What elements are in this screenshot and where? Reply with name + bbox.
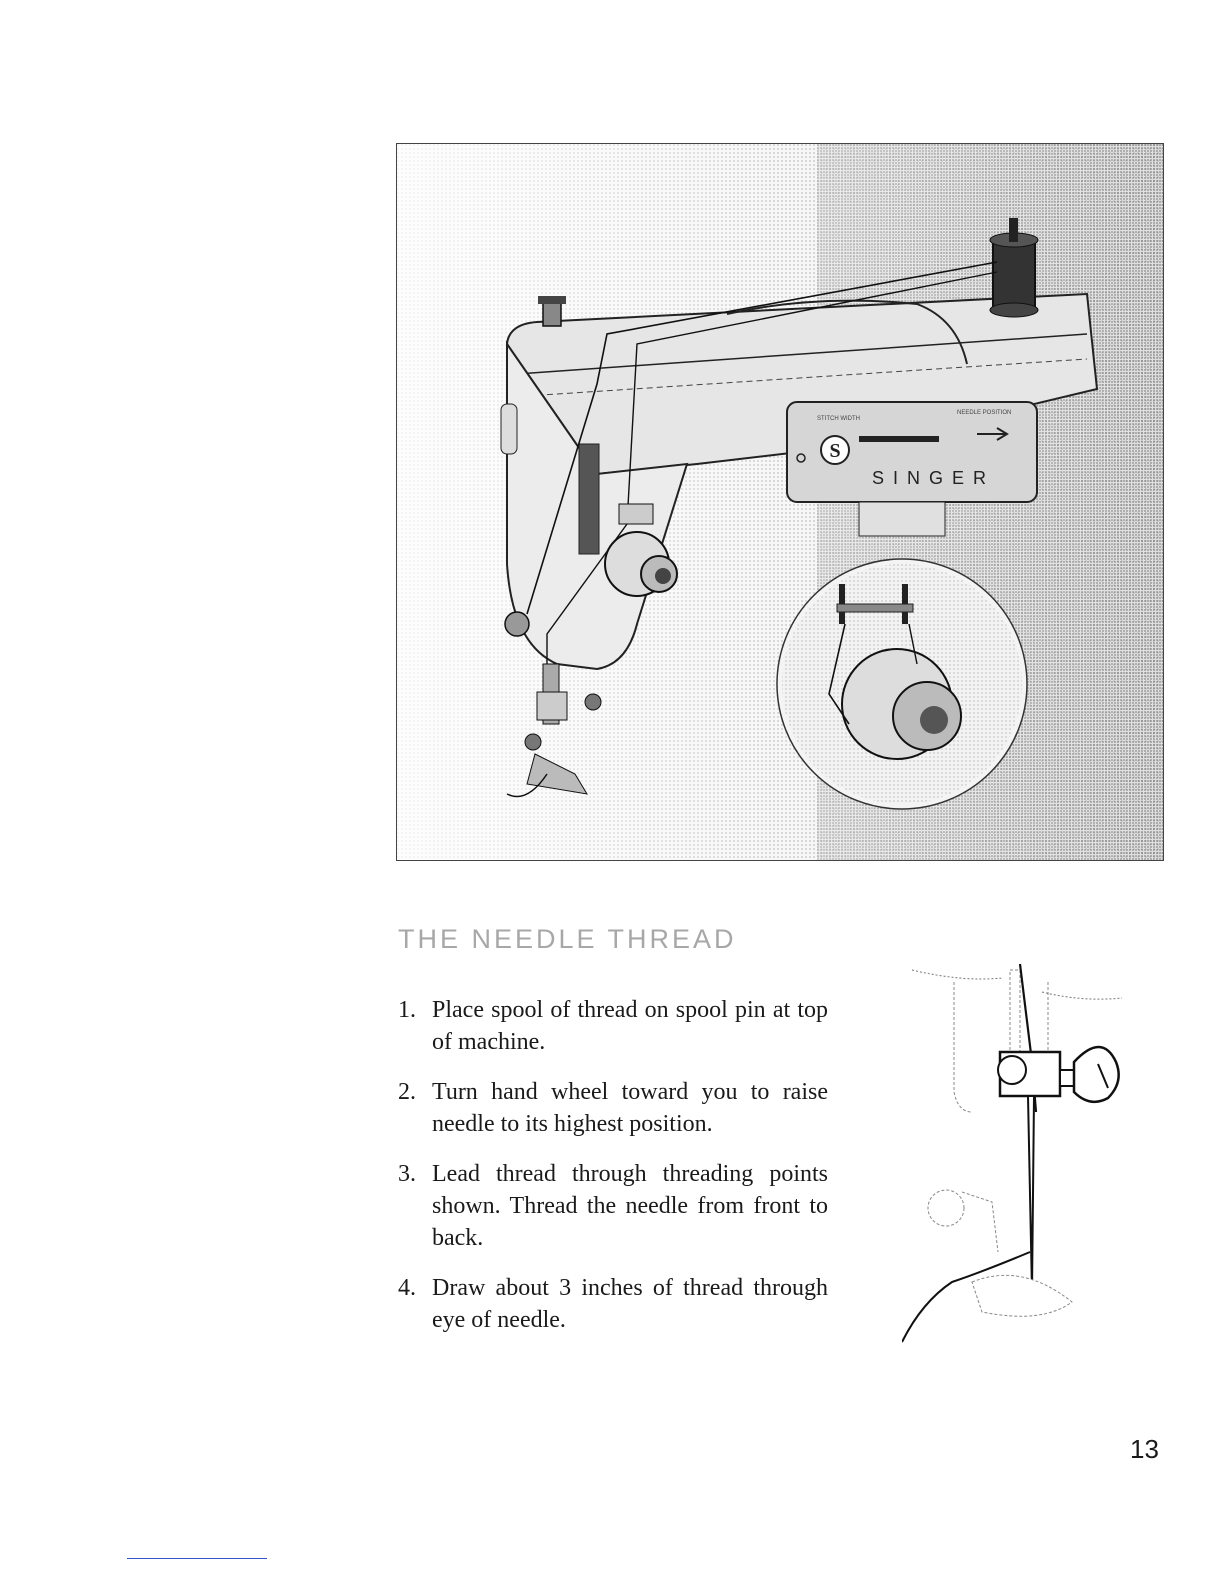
svg-text:NEEDLE POSITION: NEEDLE POSITION <box>957 410 1012 416</box>
footer-rule <box>127 1558 267 1559</box>
presser-foot-screw-icon <box>928 1190 964 1226</box>
instruction-list <box>398 994 828 1354</box>
page-number: 13 <box>1130 1434 1159 1464</box>
clamp-thumb-screw-icon <box>1074 1047 1119 1102</box>
step-text: Turn hand wheel toward you to raise needle to its highest position. <box>432 1079 828 1137</box>
step-number: 4. <box>398 1275 416 1301</box>
step-number: 1. <box>398 997 416 1023</box>
spool-icon <box>993 240 1035 310</box>
svg-text:STITCH WIDTH: STITCH WIDTH <box>817 416 860 422</box>
spool-pin-icon <box>1009 218 1018 242</box>
step-text: Place spool of thread on spool pin at top of machine. <box>432 997 828 1055</box>
instruction-step <box>398 1076 828 1140</box>
step-text: Lead thread through threading points shown. Thread the needle from front to back. <box>432 1161 828 1251</box>
instruction-step <box>398 1158 828 1254</box>
thread-guide-icon <box>505 612 529 636</box>
brand-label: SINGER <box>872 468 996 488</box>
step-text: Draw about 3 inches of thread through eye of needle. <box>432 1275 828 1333</box>
threading-illustration <box>396 143 1164 861</box>
presser-foot-icon <box>972 1275 1072 1316</box>
step-number: 3. <box>398 1161 416 1187</box>
svg-text:S: S <box>829 440 841 462</box>
tension-detail-inset <box>777 559 1027 809</box>
instruction-step <box>398 1272 828 1336</box>
step-number: 2. <box>398 1079 416 1105</box>
needle-icon <box>1028 1096 1034 1292</box>
section-heading: THE NEEDLE THREAD <box>398 924 737 954</box>
take-up-lever-icon <box>501 404 517 454</box>
needle-detail-illustration <box>902 952 1124 1350</box>
instruction-step <box>398 994 828 1058</box>
needle-clamp-screw-icon <box>585 694 601 710</box>
